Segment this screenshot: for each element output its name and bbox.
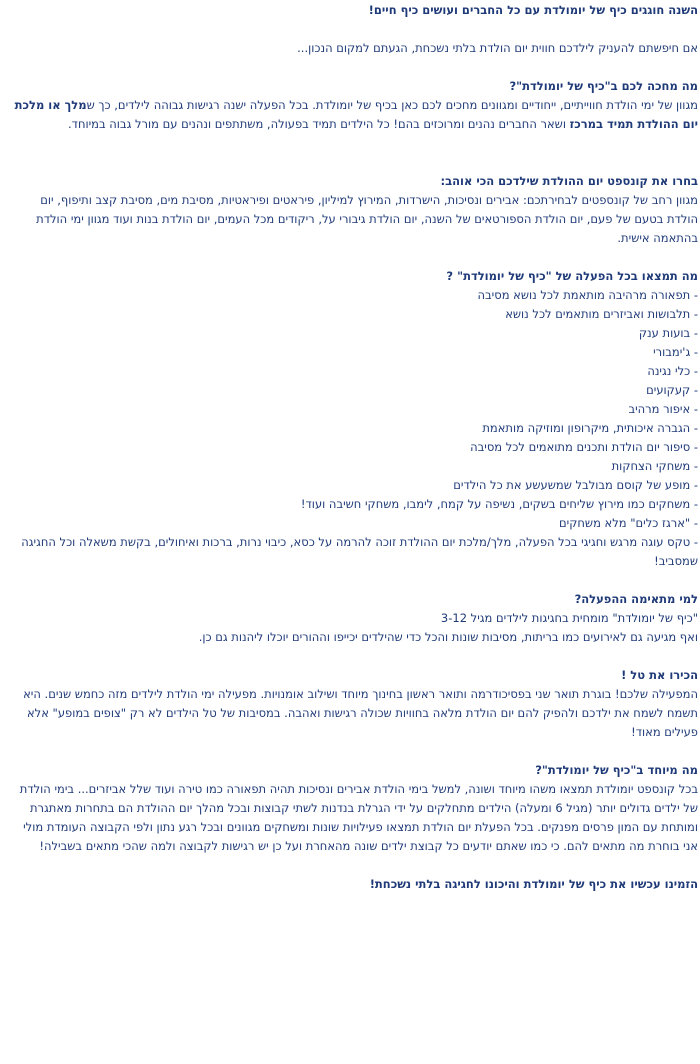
list-item: - מופע של קוסם מבולבל שמשעשע את כל הילדים <box>453 478 698 492</box>
section-audience-line2: ואף מגיעה גם לאירועים כמו בריתות, מסיבות שונות והכל כדי שהילדים יכייפו וההורים יוכלו ליהנות גם כן. <box>198 630 698 644</box>
section-audience-title: למי מתאימה ההפעלה? <box>574 592 698 606</box>
list-item: - תלבושות ואביזרים מותאמים לכל נושא <box>505 307 698 321</box>
list-item: - קעקועים <box>646 383 698 397</box>
closing-call-to-action: הזמינו עכשיו את כיף של יומולדת והיכונו לחגיגה בלתי נשכחת! <box>369 877 698 891</box>
list-item: - משחקים כמו מירוץ שליחים בשקים, נשיפה על קמח, לימבו, משחקי חשיבה ועוד! <box>300 497 698 511</box>
list-item: - "ארגז כלים" מלא משחקים <box>559 516 698 530</box>
section-what-awaits-title: מה מחכה לכם ב"כיף של יומולדת"? <box>509 79 698 93</box>
list-item: - סיפור יום הולדת ותכנים מתואמים לכל מסיבה <box>470 440 698 454</box>
section-about-tal-text: המפעילה שלכם! בוגרת תואר שני בפסיכודרמה ותואר ראשון בחינוך מיוחד ושילוב אומנויות. מפעילה ימי הולדת לילדים מזה כחמש שנים. היא תשמח לשמח את ילדכם ולהפיק להם יום הולדת מלאה בחוויות שכולה רגישות ואהבה. במסיבות של טל הילדים לא רק "צופים במופע" אלא פעילים מאוד! <box>23 687 698 739</box>
section-about-tal-title: הכירו את טל ! <box>621 668 698 682</box>
section-what-awaits-text: מגוון של ימי הולדת חווייתיים, ייחודיים ומגוונים מחכים לכם כאן בכיף של יומולדת. בכל הפעלה ישנה רגישות גבוהה לילדים, כך שמלך או מלכת יום ההולדת תמיד במרכז ושאר החברים נהנים ומרוכזים בהם! כל הילדים תמיד בפעולה, משתתפים ונהנים עם מורל גבוה במיוחד. <box>14 98 698 131</box>
list-item: - הגברה איכותית, מיקרופון ומוזיקה מותאמת <box>482 421 698 435</box>
list-item: - טקס עוגה מרגש וחגיגי בכל הפעלה, מלך/מלכת יום ההולדת זוכה להרמה על כסא, כיבוי נרות, ברכות ואיחולים, בקשת משאלה וכל החגיגה שמסביב! <box>21 535 698 568</box>
section-special-title: מה מיוחד ב"כיף של יומולדת"? <box>535 763 698 777</box>
list-item: - משחקי הצחקות <box>611 459 698 473</box>
headline: השנה חוגגים כיף של יומולדת עם כל החברים ועושים כיף חיים! <box>368 3 698 17</box>
list-item: - בועות ענק <box>638 326 698 340</box>
intro-text: אם חיפשתם להעניק לילדכם חווית יום הולדת בלתי נשכחת, הגעתם למקום הנכון... <box>297 41 698 55</box>
section-concepts-text: מגוון רחב של קונספטים לבחירתכם: אבירים ונסיכות, הישרדות, המירוץ למיליון, פיראטים ופיראטיות, מסיבת מים, מסיבת קצב ותיפוף, יום הולדת בטעם של פעם, יום הולדת הספורטאים של השנה, יום הולדת גיבורי על, ריקודים מכל העמים, יום הולדת בנות ועוד מגוון ימי הולדת בהתאמה אישית. <box>36 193 698 245</box>
section-audience-line1: "כיף של יומולדת" מומחית בחגיגות לילדים מגיל 3-12 <box>440 611 698 625</box>
section-concepts-title: בחרו את קונספט יום ההולדת שילדכם הכי אוהב: <box>440 174 698 188</box>
section-special-text: בכל קונספט יומולדת תמצאו משהו מיוחד ושונה, למשל בימי הולדת אבירים ונסיכות תהיה תפאורה כמו טירה ועוד שלל אביזרים... בימי הולדת של ילדים גדולים יותר (מגיל 6 ומעלה) הילדים מתחלקים על ידי הגרלת בנדנות לשתי קבוצות ובכל מהלך יום ההולדת הם בתחרות מאתגרת ומותחת עם המון פרסים מפנקים. בכל הפעלת יום הולדת תמצאו פעילויות שונות ומשחקים מגוונים ובכל רגע נתון ולפי הקבוצה העומדת מולי אני בוחרת מה מתאים להם. כי כמו שאתם יודעים כל קבוצת ילדים שונה מהאחרת ועל כן יש רגישות לקבוצה ולמה שהכי מתאים בשבילה! <box>19 782 698 853</box>
list-item: - ג'ימבורי <box>653 345 698 359</box>
birthday-child-highlight: מלך או מלכת יום ההולדת תמיד במרכז <box>14 98 698 131</box>
list-item: - כלי נגינה <box>647 364 698 378</box>
section-features-title: מה תמצאו בכל הפעלה של "כיף של יומולדת" ? <box>446 269 698 283</box>
list-item: - איפור מרהיב <box>628 402 698 416</box>
list-item: - תפאורה מרהיבה מותאמת לכל נושא מסיבה <box>477 288 698 302</box>
features-list <box>6 286 698 571</box>
